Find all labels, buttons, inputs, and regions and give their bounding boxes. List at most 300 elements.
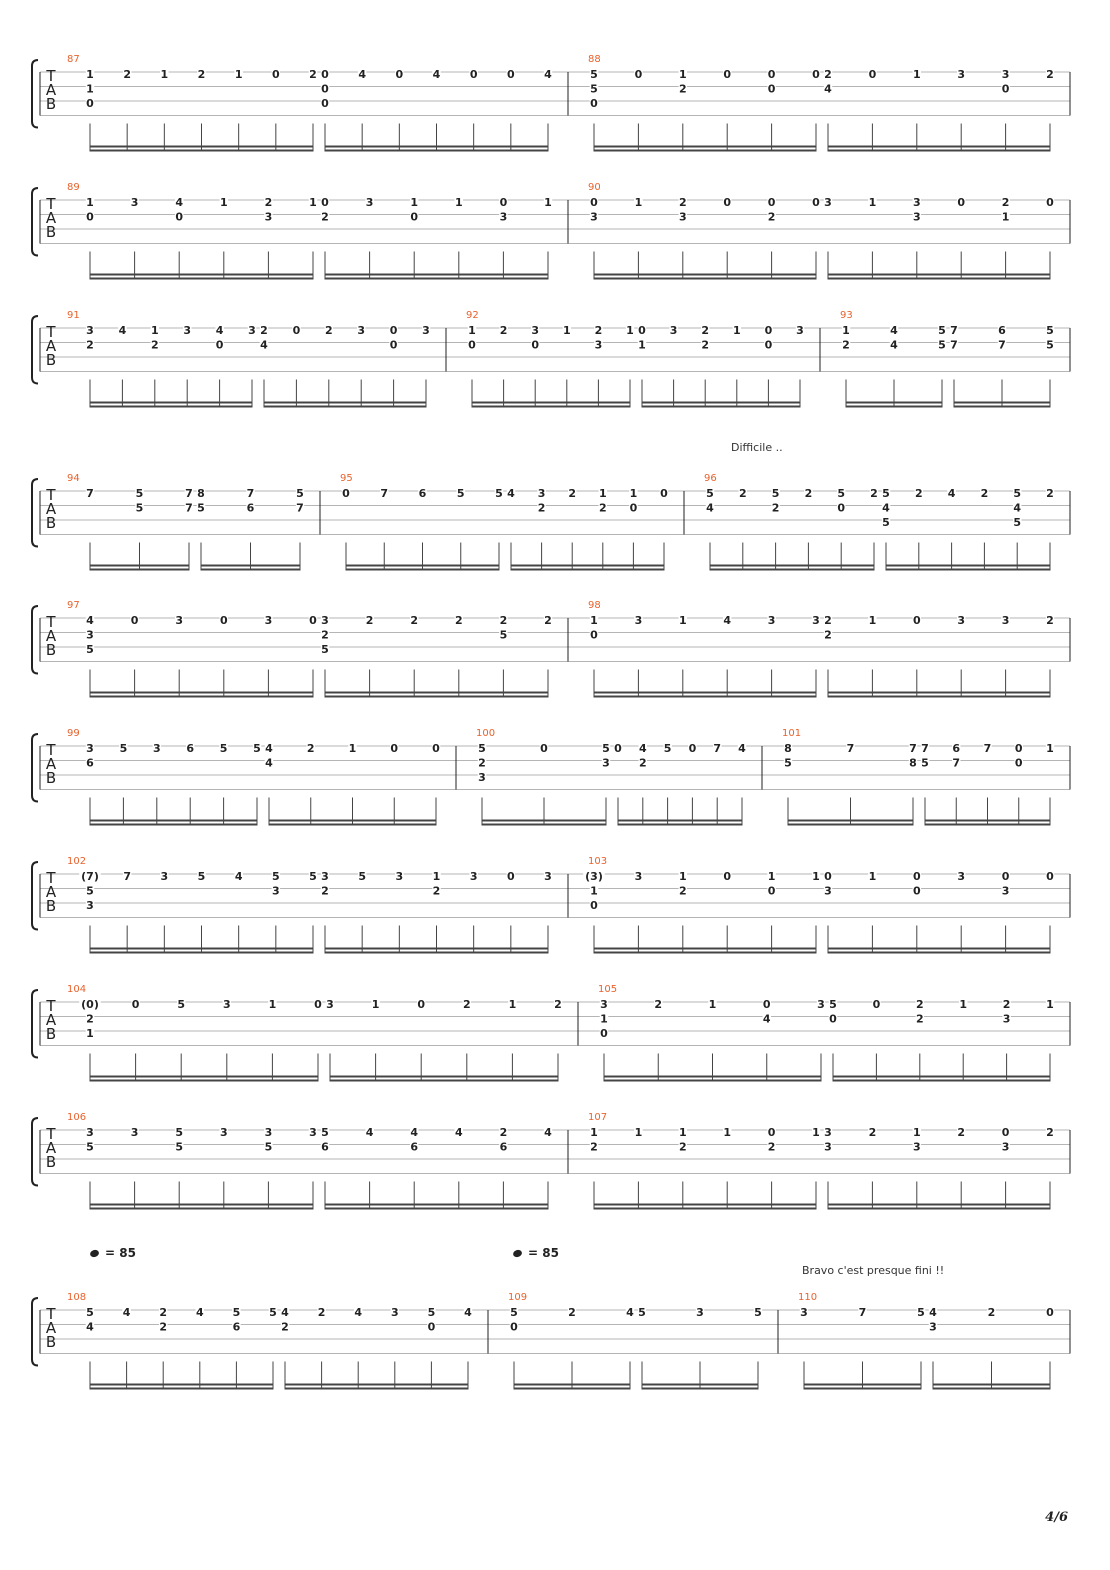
fret-number: 4: [947, 487, 956, 500]
fret-number: 5: [197, 870, 206, 883]
fret-number: 2: [499, 324, 508, 337]
fret-number: 2: [1046, 68, 1054, 81]
measure-number: 96: [704, 473, 717, 484]
fret-number: 6: [998, 324, 1006, 337]
fret-number: 4: [544, 68, 552, 81]
fret-number: 1: [268, 998, 277, 1011]
fret-number: 2: [914, 487, 923, 500]
fret-number: 1: [868, 870, 877, 883]
fret-number: 0: [590, 628, 598, 642]
fret-number: 5: [456, 487, 465, 500]
fret-number: 5: [590, 68, 598, 81]
fret-number: 5: [938, 324, 946, 337]
measure-number: 93: [840, 310, 853, 321]
fret-number: 5: [264, 1140, 273, 1154]
fret-number: 3: [264, 1126, 273, 1139]
fret-number: 3: [957, 870, 966, 883]
fret-number: 1: [678, 1126, 687, 1139]
tab-clef-letter: B: [45, 897, 57, 915]
fret-number: 2: [260, 324, 268, 337]
fret-number: 0: [510, 1320, 518, 1334]
fret-number: 2: [804, 487, 813, 500]
fret-number: 3: [767, 614, 776, 627]
tab-clef-letter: A: [45, 1011, 57, 1029]
tab-clef-letter: B: [45, 1333, 57, 1351]
tab-clef-letter: T: [46, 67, 56, 85]
fret-number: 0: [912, 614, 921, 627]
fret-number: 3: [912, 1140, 921, 1154]
fret-number: 2: [767, 1140, 776, 1154]
fret-number: 5: [309, 870, 317, 883]
system-bracket: [32, 60, 38, 128]
fret-number: 2: [454, 614, 463, 627]
fret-number: 3: [152, 742, 161, 755]
fret-number: 1: [371, 998, 380, 1011]
fret-number: 4: [358, 68, 366, 81]
fret-number: 3: [912, 196, 921, 209]
fret-number: 3: [469, 870, 478, 883]
fret-number: 6: [246, 501, 255, 515]
fret-number: 0: [764, 338, 773, 352]
fret-number: 5: [253, 742, 261, 755]
fret-number: 1: [598, 487, 607, 500]
measure-number: 100: [476, 728, 496, 739]
fret-number: 0: [1001, 870, 1010, 883]
fret-number: 2: [824, 68, 832, 81]
fret-number: 0: [1001, 1126, 1010, 1139]
fret-number: 4: [762, 1012, 771, 1026]
fret-number: 2: [309, 68, 317, 81]
fret-number: 0: [660, 487, 668, 500]
fret-number: 3: [912, 210, 921, 224]
fret-number: 0: [292, 324, 301, 337]
tab-clef-letter: B: [45, 769, 57, 787]
fret-number: 0: [309, 614, 317, 627]
fret-number: 0: [86, 210, 94, 224]
fret-number: 1: [723, 1126, 732, 1139]
tab-system: [32, 182, 1070, 280]
fret-number: 0: [912, 870, 921, 883]
fret-number: 0: [764, 324, 773, 337]
measure-number: 92: [466, 310, 479, 321]
fret-number: 1: [86, 196, 94, 209]
fret-number: 4: [265, 756, 273, 770]
tab-clef-letter: B: [45, 514, 57, 532]
fret-number: 0: [912, 884, 921, 898]
fret-number: 2: [281, 1320, 289, 1334]
tab-clef-letter: T: [46, 741, 56, 759]
fret-number: 7: [950, 338, 958, 352]
fret-number: 1: [348, 742, 357, 755]
fret-number: 0: [767, 196, 776, 209]
fret-number: 4: [354, 1306, 363, 1319]
fret-number: 1: [767, 870, 776, 883]
fret-number: 1: [812, 870, 820, 883]
fret-number: 1: [590, 614, 598, 627]
tab-clef-letter: T: [46, 869, 56, 887]
fret-number: 0: [175, 210, 184, 224]
fret-number: 3: [264, 614, 273, 627]
fret-number: 6: [186, 742, 195, 755]
fret-number: 7: [185, 487, 193, 500]
measure-number: 89: [67, 182, 80, 193]
fret-number: 5: [321, 1126, 329, 1139]
fret-number: 3: [130, 196, 139, 209]
fret-number: 5: [296, 487, 304, 500]
fret-number: 2: [824, 614, 832, 627]
fret-number: 1: [600, 1012, 608, 1026]
fret-number: 2: [868, 1126, 877, 1139]
fret-number: 4: [1013, 501, 1022, 515]
fret-number: 1: [678, 614, 687, 627]
fret-number: 1: [959, 998, 968, 1011]
fret-number: 3: [824, 1140, 832, 1154]
fret-number: 5: [219, 742, 228, 755]
fret-number: 3: [594, 338, 603, 352]
fret-number: 7: [952, 756, 961, 770]
fret-number: 1: [150, 324, 159, 337]
fret-number: 4: [86, 614, 94, 627]
tab-system: [32, 856, 1070, 954]
fret-number: 2: [678, 82, 687, 96]
fret-number: 2: [537, 501, 546, 515]
fret-number: 4: [464, 1306, 472, 1319]
fret-number: 4: [544, 1126, 552, 1139]
fret-number: 7: [246, 487, 255, 500]
fret-number: 7: [380, 487, 389, 500]
tab-clef-letter: A: [45, 883, 57, 901]
fret-number: 0: [321, 68, 329, 81]
fret-number: 4: [260, 338, 268, 352]
fret-number: 6: [952, 742, 961, 755]
measure-number: 106: [67, 1112, 87, 1123]
fret-number: 2: [321, 210, 329, 224]
fret-number: 3: [321, 614, 329, 627]
fret-number: 2: [678, 196, 687, 209]
fret-number: 2: [499, 1126, 508, 1139]
fret-number: 0: [469, 68, 478, 81]
fret-number: 1: [468, 324, 476, 337]
fret-number: 3: [248, 324, 256, 337]
fret-number: 3: [86, 1126, 94, 1139]
fret-number: 5: [602, 742, 610, 755]
measure-number: 94: [67, 473, 80, 484]
fret-number: 2: [159, 1320, 168, 1334]
fret-number: 1: [678, 68, 687, 81]
fret-number: (0): [81, 998, 99, 1011]
fret-number: 3: [86, 628, 94, 642]
fret-number: 2: [654, 998, 663, 1011]
fret-number: 0: [812, 196, 820, 209]
quarter-note-icon: [89, 1249, 100, 1259]
fret-number: 2: [544, 614, 552, 627]
fret-number: 0: [634, 68, 643, 81]
fret-number: 1: [590, 884, 598, 898]
fret-number: 5: [837, 487, 846, 500]
fret-number: 2: [1001, 196, 1010, 209]
fret-number: 3: [544, 870, 552, 883]
fret-number: 1: [678, 870, 687, 883]
fret-number: 5: [921, 756, 929, 770]
tab-clef-letter: A: [45, 627, 57, 645]
fret-number: 6: [418, 487, 427, 500]
fret-number: 5: [86, 1140, 94, 1154]
fret-number: 0: [342, 487, 350, 500]
fret-number: 2: [306, 742, 315, 755]
fret-number: 0: [507, 68, 515, 81]
fret-number: 0: [767, 82, 776, 96]
fret-number: 1: [912, 68, 921, 81]
fret-number: 2: [159, 1306, 168, 1319]
fret-number: 0: [590, 196, 598, 209]
fret-number: 5: [86, 884, 94, 898]
fret-number: 2: [321, 628, 329, 642]
system-bracket: [32, 990, 38, 1058]
fret-number: 5: [510, 1306, 518, 1319]
fret-number: 1: [634, 196, 643, 209]
fret-number: 0: [390, 742, 399, 755]
fret-number: 2: [957, 1126, 966, 1139]
fret-number: 1: [868, 196, 877, 209]
fret-number: 3: [1001, 1140, 1010, 1154]
fret-number: 0: [872, 998, 881, 1011]
fret-number: 7: [921, 742, 929, 755]
fret-number: 2: [150, 338, 159, 352]
fret-number: 3: [86, 324, 94, 337]
fret-number: 1: [562, 324, 571, 337]
tab-clef-letter: T: [46, 1305, 56, 1323]
fret-number: 4: [410, 1126, 419, 1139]
quarter-note-icon: [512, 1249, 523, 1259]
fret-number: 4: [454, 1126, 463, 1139]
fret-number: 5: [272, 870, 280, 883]
fret-number: 3: [957, 68, 966, 81]
fret-number: 4: [365, 1126, 374, 1139]
fret-number: 0: [723, 870, 732, 883]
fret-number: 3: [669, 324, 678, 337]
fret-number: 4: [122, 1306, 131, 1319]
tab-system: [32, 310, 1070, 408]
measure-number: 87: [67, 54, 80, 65]
fret-number: 0: [389, 338, 398, 352]
fret-number: 3: [175, 614, 184, 627]
fret-number: 3: [602, 756, 610, 770]
tab-clef-letter: A: [45, 209, 57, 227]
fret-number: 5: [1046, 338, 1054, 352]
fret-number: 1: [86, 1027, 94, 1040]
fret-number: 0: [824, 870, 832, 883]
fret-number: 4: [929, 1306, 937, 1319]
system-bracket: [32, 862, 38, 930]
fret-number: 1: [544, 196, 552, 209]
fret-number: 0: [86, 97, 94, 110]
fret-number: 3: [326, 998, 334, 1011]
fret-number: 1: [912, 1126, 921, 1139]
fret-number: 0: [590, 97, 598, 110]
fret-number: 5: [197, 501, 205, 515]
fret-number: 5: [175, 1126, 184, 1139]
fret-number: 0: [600, 1027, 608, 1040]
fret-number: 3: [696, 1306, 704, 1319]
fret-number: 6: [86, 756, 94, 770]
fret-number: 0: [590, 899, 598, 912]
fret-number: 0: [638, 324, 646, 337]
fret-number: 6: [410, 1140, 419, 1154]
fret-number: (7): [81, 870, 99, 883]
fret-number: 0: [767, 884, 776, 898]
fret-number: 0: [767, 1126, 776, 1139]
fret-number: 8: [784, 742, 792, 755]
fret-number: 2: [701, 324, 710, 337]
fret-number: 2: [321, 884, 329, 898]
fret-number: 2: [86, 338, 94, 352]
fret-number: 5: [495, 487, 503, 500]
annotation-difficile: Difficile ..: [731, 441, 783, 454]
fret-number: 5: [427, 1306, 436, 1319]
measure-number: 110: [798, 1292, 818, 1303]
fret-number: 2: [478, 756, 486, 770]
system-bracket: [32, 606, 38, 674]
tempo-value: = 85: [105, 1246, 136, 1260]
measure-number: 99: [67, 728, 80, 739]
fret-number: 0: [723, 68, 732, 81]
fret-number: 2: [568, 1306, 576, 1319]
fret-number: 3: [357, 324, 366, 337]
fret-number: 1: [732, 324, 741, 337]
fret-number: 5: [829, 998, 837, 1011]
fret-number: 0: [468, 338, 476, 352]
fret-number: 5: [175, 1140, 184, 1154]
fret-number: 3: [309, 1126, 317, 1139]
fret-number: 2: [499, 614, 508, 627]
fret-number: 5: [638, 1306, 646, 1319]
tab-clef-letter: B: [45, 641, 57, 659]
fret-number: 0: [395, 68, 404, 81]
fret-number: 5: [1013, 516, 1022, 529]
fret-number: 7: [983, 742, 992, 755]
fret-number: 3: [634, 614, 643, 627]
fret-number: 5: [269, 1306, 277, 1319]
fret-number: 8: [909, 756, 917, 770]
fret-number: 4: [507, 487, 515, 500]
fret-number: 7: [950, 324, 958, 337]
fret-number: 0: [321, 82, 329, 96]
fret-number: 1: [1001, 210, 1010, 224]
fret-number: 1: [708, 998, 717, 1011]
tab-clef-letter: T: [46, 1125, 56, 1143]
fret-number: 1: [234, 68, 243, 81]
fret-number: 3: [957, 614, 966, 627]
system-bracket: [32, 479, 38, 547]
measure-number: 103: [588, 856, 608, 867]
fret-number: 2: [915, 1012, 924, 1026]
fret-number: 4: [890, 338, 898, 352]
fret-number: 5: [771, 487, 780, 500]
fret-number: 2: [842, 338, 850, 352]
fret-number: 3: [1001, 884, 1010, 898]
fret-number: 1: [868, 614, 877, 627]
tab-clef-letter: B: [45, 223, 57, 241]
fret-number: 4: [195, 1306, 204, 1319]
fret-number: 0: [410, 210, 419, 224]
fret-number: 7: [713, 742, 722, 755]
fret-number: 5: [86, 1306, 94, 1319]
fret-number: 3: [390, 1306, 399, 1319]
fret-number: 5: [663, 742, 672, 755]
fret-number: 2: [678, 884, 687, 898]
fret-number: 3: [395, 870, 404, 883]
fret-number: 3: [1002, 1012, 1011, 1026]
fret-number: 2: [462, 998, 471, 1011]
measure-number: 101: [782, 728, 802, 739]
fret-number: 0: [629, 501, 638, 515]
tab-clef-letter: B: [45, 95, 57, 113]
tab-clef-letter: A: [45, 755, 57, 773]
fret-number: 2: [1046, 614, 1054, 627]
fret-number: 3: [86, 742, 94, 755]
fret-number: 2: [594, 324, 603, 337]
fret-number: 3: [160, 870, 169, 883]
fret-number: 2: [824, 628, 832, 642]
fret-number: 0: [767, 68, 776, 81]
fret-number: 2: [980, 487, 989, 500]
tempo-mark: [90, 1246, 136, 1260]
fret-number: 3: [86, 899, 94, 912]
fret-number: 2: [86, 1012, 94, 1026]
fret-number: 1: [432, 870, 441, 883]
fret-number: 7: [998, 338, 1006, 352]
fret-number: 2: [123, 68, 131, 81]
fret-number: 0: [321, 196, 329, 209]
fret-number: 1: [634, 1126, 643, 1139]
fret-number: 3: [678, 210, 687, 224]
system-bracket: [32, 316, 38, 384]
fret-number: 6: [232, 1320, 241, 1334]
fret-number: 0: [131, 998, 140, 1011]
fret-number: 3: [600, 998, 608, 1011]
fret-number: 2: [701, 338, 710, 352]
fret-number: 1: [638, 338, 646, 352]
fret-number: 7: [185, 501, 193, 515]
system-bracket: [32, 1118, 38, 1186]
fret-number: 5: [478, 742, 486, 755]
fret-number: 5: [86, 643, 94, 656]
tab-clef-letter: T: [46, 195, 56, 213]
fret-number: 0: [957, 196, 966, 209]
fret-number: 2: [264, 196, 273, 209]
annotation-bravo: Bravo c'est presque fini !!: [802, 1264, 945, 1277]
measure-number: 95: [340, 473, 353, 484]
tempo-value: = 85: [528, 1246, 559, 1260]
fret-number: 4: [723, 614, 732, 627]
fret-number: 5: [321, 643, 329, 656]
tab-system: [32, 984, 1070, 1082]
fret-number: 4: [626, 1306, 634, 1319]
fret-number: 4: [175, 196, 184, 209]
fret-number: 0: [215, 338, 224, 352]
fret-number: 7: [858, 1306, 867, 1319]
fret-number: 3: [531, 324, 540, 337]
tab-clef-letter: A: [45, 337, 57, 355]
fret-number: 5: [882, 516, 890, 529]
system-bracket: [32, 1298, 38, 1366]
fret-number: 2: [915, 998, 924, 1011]
fret-number: 2: [1046, 1126, 1054, 1139]
fret-number: 2: [365, 614, 374, 627]
measure-number: 102: [67, 856, 87, 867]
fret-number: 1: [309, 196, 317, 209]
fret-number: 4: [890, 324, 898, 337]
